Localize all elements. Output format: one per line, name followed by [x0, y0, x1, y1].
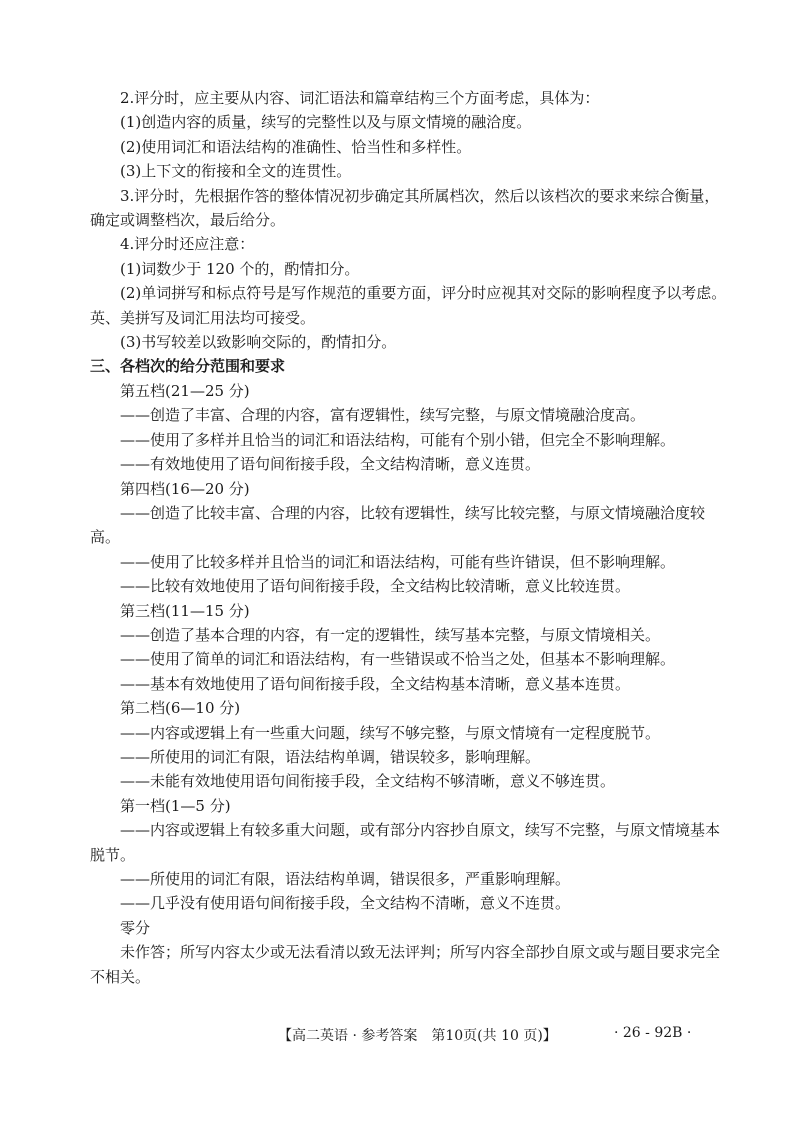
principle-item-2-2: (2)使用词汇和语法结构的准确性、恰当性和多样性。	[120, 137, 472, 156]
document-body	[90, 86, 730, 989]
level2-title: 第二档(6—10 分)	[120, 699, 241, 718]
principle-item-2-1: (1)创造内容的质量，续写的完整性以及与原文情境的融洽度。	[120, 113, 532, 132]
principle-item-3: 3.评分时，先根据作答的整体情况初步确定其所属档次，然后以该档次的要求来综合衡量，确定或调整档次，最后给分。	[90, 186, 720, 230]
level4-criterion-2: ——使用了比较多样并且恰当的词汇和语法结构，可能有些许错误，但不影响理解。	[120, 552, 676, 571]
level3-criterion-1: ——创造了基本合理的内容，有一定的逻辑性，续写基本完整，与原文情境相关。	[120, 625, 661, 644]
level1-criterion-3: ——几乎没有使用语句间衔接手段，全文结构不清晰，意义不连贯。	[120, 894, 571, 913]
level2-criterion-1: ——内容或逻辑上有一些重大问题，续写不够完整，与原文情境有一定程度脱节。	[120, 723, 661, 742]
level1-criterion-2: ——所使用的词汇有限，语法结构单调，错误很多，严重影响理解。	[120, 870, 571, 888]
level3-criterion-3: ——基本有效地使用了语句间衔接手段，全文结构基本清晰，意义基本连贯。	[120, 674, 631, 693]
level5-criterion-1: ——创造了丰富、合理的内容，富有逻辑性，续写完整，与原文情境融洽度高。	[120, 406, 646, 425]
zero-score-description: 未作答；所写内容太少或无法看清以致无法评判；所写内容全部抄自原文或与题目要求完全不相关。	[90, 943, 721, 986]
principle-item-4: 4.评分时还应注意：	[120, 235, 255, 254]
zero-score-title: 零分	[120, 918, 151, 937]
level5-criterion-2: ——使用了多样并且恰当的词汇和语法结构，可能有个别小错，但完全不影响理解。	[120, 430, 676, 449]
footer-code: · 26 - 92B ·	[614, 1025, 692, 1041]
principle-item-4-2: (2)单词拼写和标点符号是写作规范的重要方面，评分时应视其对交际的影响程度予以考虑。英、美拼写及词汇用法均可接受。	[90, 284, 727, 327]
level4-criterion-1: ——创造了比较丰富、合理的内容，比较有逻辑性，续写比较完整，与原文情境融洽度较高。	[90, 503, 706, 547]
level1-title: 第一档(1—5 分)	[120, 796, 231, 815]
level4-criterion-3: ——比较有效地使用了语句间衔接手段，全文结构比较清晰，意义比较连贯。	[120, 577, 631, 596]
level4-title: 第四档(16—20 分)	[120, 479, 250, 498]
level5-title: 第五档(21—25 分)	[120, 381, 250, 400]
level5-criterion-3: ——有效地使用了语句间衔接手段，全文结构清晰，意义连贯。	[120, 455, 541, 474]
level1-criterion-1: ——内容或逻辑上有较多重大问题，或有部分内容抄自原文，续写不完整，与原文情境基本脱节。	[90, 821, 721, 864]
principle-item-2-3: (3)上下文的衔接和全文的连贯性。	[120, 162, 352, 181]
level2-criterion-3: ——未能有效地使用语句间衔接手段，全文结构不够清晰，意义不够连贯。	[120, 772, 616, 791]
level2-criterion-2: ——所使用的词汇有限，语法结构单调，错误较多，影响理解。	[120, 747, 541, 766]
principle-item-4-3: (3)书写较差以致影响交际的，酌情扣分。	[120, 333, 397, 352]
section-heading: 三、各档次的给分范围和要求	[90, 357, 286, 376]
level3-title: 第三档(11—15 分)	[120, 601, 250, 620]
principle-item-2: 2.评分时，应主要从内容、词汇语法和篇章结构三个方面考虑，具体为：	[120, 89, 600, 107]
principle-item-4-1: (1)词数少于 120 个的，酌情扣分。	[120, 259, 360, 278]
level3-criterion-2: ——使用了简单的词汇和语法结构，有一些错误或不恰当之处，但基本不影响理解。	[120, 650, 676, 669]
footer-page-info: 【高二英语 · 参考答案 第10页(共 10 页)】	[278, 1028, 557, 1044]
